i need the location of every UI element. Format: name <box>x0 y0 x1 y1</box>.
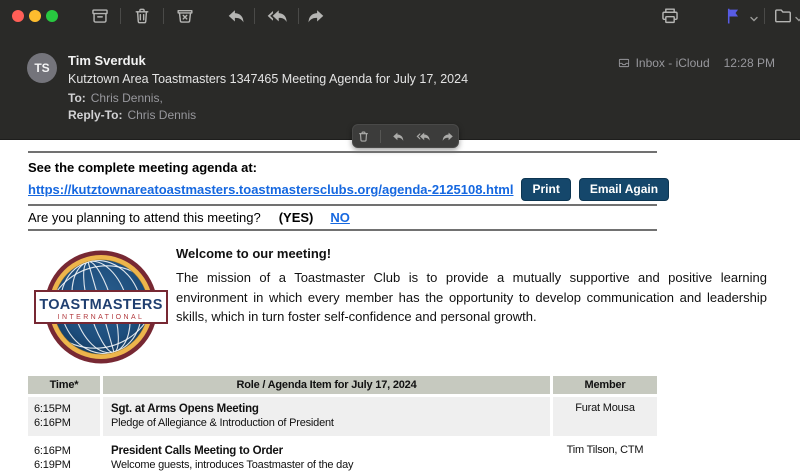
welcome-heading: Welcome to our meeting! <box>176 246 332 261</box>
agenda-table <box>28 376 657 472</box>
role-title: Sgt. at Arms Opens Meeting <box>111 403 259 415</box>
to-recipient[interactable]: Chris Dennis, <box>90 91 163 105</box>
trash-icon[interactable] <box>131 5 153 27</box>
toolbar-separator <box>380 130 381 143</box>
attend-yes-indicator: (YES) <box>278 210 314 225</box>
reply-icon[interactable] <box>224 5 246 27</box>
agenda-row-role <box>103 439 550 472</box>
flag-icon[interactable] <box>722 5 744 27</box>
inbox-icon <box>617 56 631 70</box>
email-again-button[interactable]: Email Again <box>579 178 669 201</box>
reply-all-icon[interactable] <box>414 129 432 144</box>
mailbox-indicator <box>617 56 710 70</box>
print-icon[interactable] <box>659 5 681 27</box>
agenda-intro-text: See the complete meeting agenda at: <box>28 160 258 175</box>
agenda-row-time <box>28 397 100 436</box>
reply-icon[interactable] <box>390 129 405 144</box>
time-start: 6:15PM <box>34 403 71 415</box>
forward-icon[interactable] <box>441 129 456 144</box>
minimize-window-button[interactable] <box>29 10 41 22</box>
mail-toolbar-header <box>0 0 800 140</box>
time-end: 6:19PM <box>34 459 71 471</box>
column-header-member: Member <box>553 376 657 394</box>
replyto-recipient[interactable]: Chris Dennis <box>127 108 197 122</box>
agenda-row-time <box>28 439 100 472</box>
logo-wordmark: TOASTMASTERS <box>39 297 163 313</box>
archive-icon[interactable] <box>89 5 111 27</box>
reply-all-icon[interactable] <box>264 5 290 27</box>
zoom-window-button[interactable] <box>46 10 58 22</box>
role-detail: Pledge of Allegiance & Introduction of President <box>111 417 334 429</box>
forward-icon[interactable] <box>306 5 328 27</box>
chevron-down-icon[interactable] <box>749 11 759 21</box>
logo-subtext: INTERNATIONAL <box>57 314 145 321</box>
attend-question-row <box>28 210 350 225</box>
replyto-line <box>68 108 196 122</box>
agenda-row-member: Tim Tilson, CTM <box>553 439 657 472</box>
message-meta <box>617 56 775 70</box>
role-detail: Welcome guests, introduces Toastmaster of the day <box>111 459 354 471</box>
agenda-row-role <box>103 397 550 436</box>
toolbar-separator <box>163 8 164 24</box>
agenda-row-member: Furat Mousa <box>553 397 657 436</box>
agenda-link-row <box>28 178 669 201</box>
close-window-button[interactable] <box>12 10 24 22</box>
agenda-link[interactable]: https://kutztownareatoastmasters.toastmastersclubs.org/agenda-2125108.html <box>28 182 514 197</box>
to-label: To: <box>68 91 86 105</box>
toolbar-separator <box>764 8 765 24</box>
email-subject: Kutztown Area Toastmasters 1347465 Meeting Agenda for July 17, 2024 <box>68 72 469 86</box>
avatar[interactable]: TS <box>27 53 57 83</box>
print-button[interactable]: Print <box>521 178 570 201</box>
role-title: President Calls Meeting to Order <box>111 445 283 457</box>
toolbar-separator <box>254 8 255 24</box>
trash-icon[interactable] <box>356 129 371 144</box>
toolbar-separator <box>120 8 121 24</box>
sender-name: Tim Sverduk <box>68 53 146 68</box>
toolbar-separator <box>298 8 299 24</box>
time-start: 6:16PM <box>34 445 71 457</box>
time-end: 6:16PM <box>34 417 71 429</box>
mailbox-label: Inbox - iCloud <box>635 56 710 70</box>
column-header-role: Role / Agenda Item for July 17, 2024 <box>103 376 550 394</box>
column-header-time: Time* <box>28 376 100 394</box>
divider <box>28 229 657 231</box>
message-time: 12:28 PM <box>723 56 775 70</box>
chevron-down-icon[interactable] <box>794 11 800 21</box>
replyto-label: Reply-To: <box>68 108 123 122</box>
attend-no-link[interactable]: NO <box>330 210 350 225</box>
junk-icon[interactable] <box>174 5 196 27</box>
window-controls <box>12 10 58 22</box>
to-line <box>68 91 163 105</box>
toastmasters-logo <box>34 246 168 368</box>
mission-paragraph: The mission of a Toastmaster Club is to provide a mutually supportive and positive learning environment in which every member has the opportunity to develop communication and leadership skills, which in turn foster self-confidence and personal growth. <box>176 270 767 324</box>
folder-icon[interactable] <box>772 5 794 27</box>
hover-toolbar <box>352 124 459 148</box>
divider <box>28 204 657 206</box>
attend-question: Are you planning to attend this meeting? <box>28 210 261 225</box>
divider <box>28 151 657 153</box>
